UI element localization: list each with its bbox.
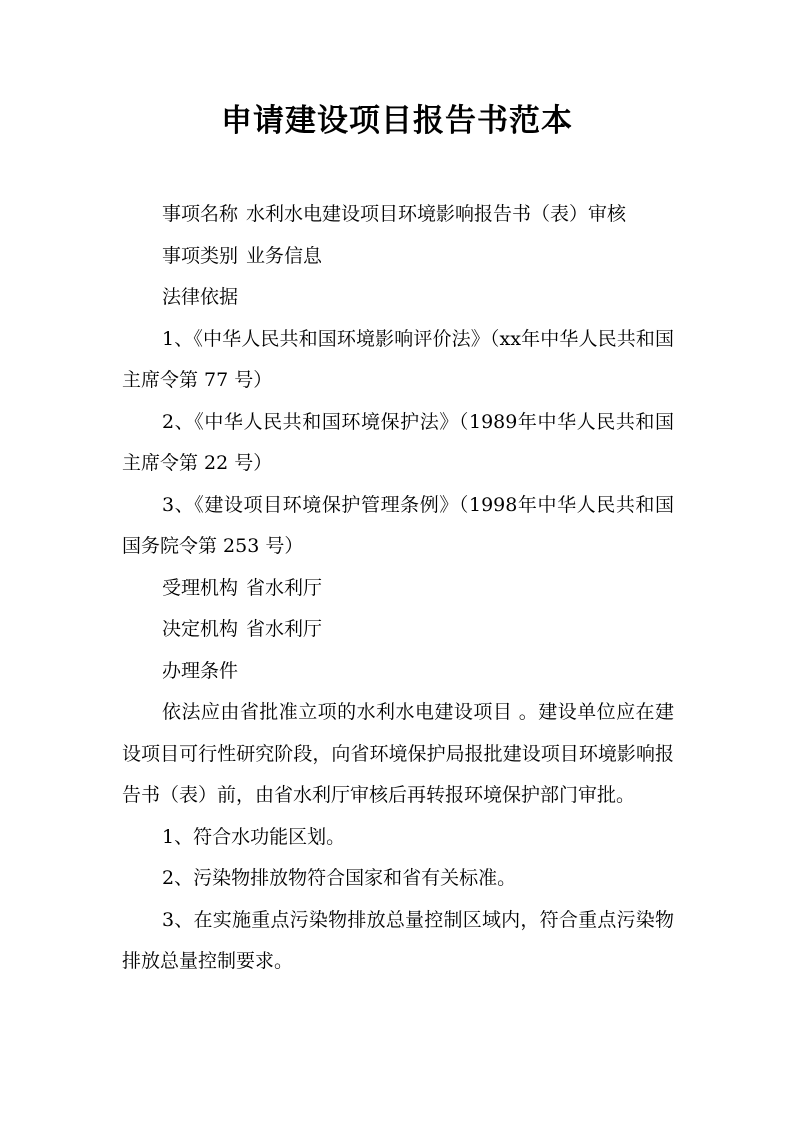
law-item: 2、《中华人民共和国环境保护法》（1989年中华人民共和国主席令第 22 号）: [122, 410, 674, 474]
item-name-line: [122, 194, 674, 236]
deciding-agency-label: 决定机构: [162, 618, 239, 640]
item-type-label: 事项类别: [162, 244, 239, 267]
document-body: [122, 194, 674, 983]
condition-item: 3、在实施重点污染物排放总量控制区域内，符合重点污染物排放总量控制要求。: [122, 908, 674, 972]
accepting-agency-value: 省水利厅: [246, 576, 323, 599]
accepting-agency-line: [122, 568, 674, 610]
item-type-value: 业务信息: [246, 244, 323, 267]
document-title: 申请建设项目报告书范本: [221, 103, 573, 139]
accepting-agency-label: 受理机构: [162, 576, 239, 599]
legal-basis-heading: 法律依据: [162, 286, 239, 308]
item-name-label: 事项名称: [162, 203, 239, 225]
deciding-agency-value: 省水利厅: [246, 618, 323, 640]
law-item: 1、《中华人民共和国环境影响评价法》（xx年中华人民共和国主席令第 77 号）: [122, 327, 674, 391]
item-name-value: 水利水电建设项目环境影响报告书（表）审核: [246, 203, 627, 225]
conditions-heading: 办理条件: [162, 659, 239, 682]
condition-item: 2、污染物排放物符合国家和省有关标准。: [162, 867, 517, 889]
condition-item: 1、符合水功能区划。: [162, 825, 346, 848]
conditions-intro: 依法应由省批准立项的水利水电建设项目 。建设单位应在建设项目可行性研究阶段，向省环境保护局报批建设项目环境影响报告书（表）前，由省水利厅审核后再转报环境保护部门审批。: [122, 701, 674, 806]
item-type-line: [122, 236, 674, 278]
deciding-agency-line: [122, 609, 674, 651]
law-item: 3、《建设项目环境保护管理条例》（1998年中华人民共和国国务院令第 253 号）: [122, 493, 674, 557]
